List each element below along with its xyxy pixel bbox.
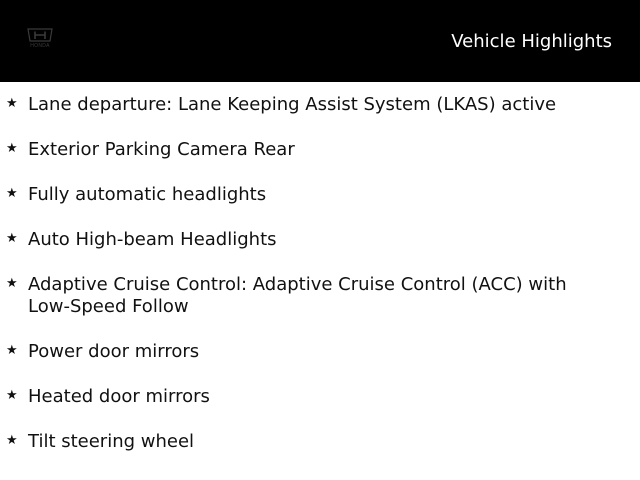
item-label: Heated door mirrors bbox=[28, 386, 210, 407]
item-label: Adaptive Cruise Control: Adaptive Cruise Control (ACC) with Low-Speed Follow bbox=[28, 274, 567, 317]
star-icon: ★ bbox=[6, 231, 18, 246]
honda-logo-icon bbox=[24, 28, 56, 52]
star-icon: ★ bbox=[6, 343, 18, 358]
list-item bbox=[0, 139, 640, 161]
highlights-list bbox=[0, 94, 640, 476]
list-item bbox=[0, 431, 640, 453]
item-label: Tilt steering wheel bbox=[28, 431, 195, 452]
list-item bbox=[0, 184, 640, 206]
logo-text: HONDA bbox=[30, 43, 50, 49]
star-icon: ★ bbox=[6, 388, 18, 403]
list-item bbox=[0, 274, 640, 318]
star-icon: ★ bbox=[6, 433, 18, 448]
item-label: Fully automatic headlights bbox=[28, 184, 267, 205]
item-label: Exterior Parking Camera Rear bbox=[28, 139, 295, 160]
list-item bbox=[0, 341, 640, 363]
star-icon: ★ bbox=[6, 96, 18, 111]
item-label: Power door mirrors bbox=[28, 341, 200, 362]
list-item bbox=[0, 94, 640, 116]
list-item bbox=[0, 229, 640, 251]
item-label: Lane departure: Lane Keeping Assist System (LKAS) active bbox=[28, 94, 557, 115]
item-label: Auto High-beam Headlights bbox=[28, 229, 277, 250]
star-icon: ★ bbox=[6, 186, 18, 201]
page-title: Vehicle Highlights bbox=[451, 31, 612, 52]
list-item bbox=[0, 386, 640, 408]
honda-logo-mark bbox=[24, 28, 56, 43]
header-bar bbox=[0, 0, 640, 82]
star-icon: ★ bbox=[6, 141, 18, 156]
star-icon: ★ bbox=[6, 276, 18, 291]
